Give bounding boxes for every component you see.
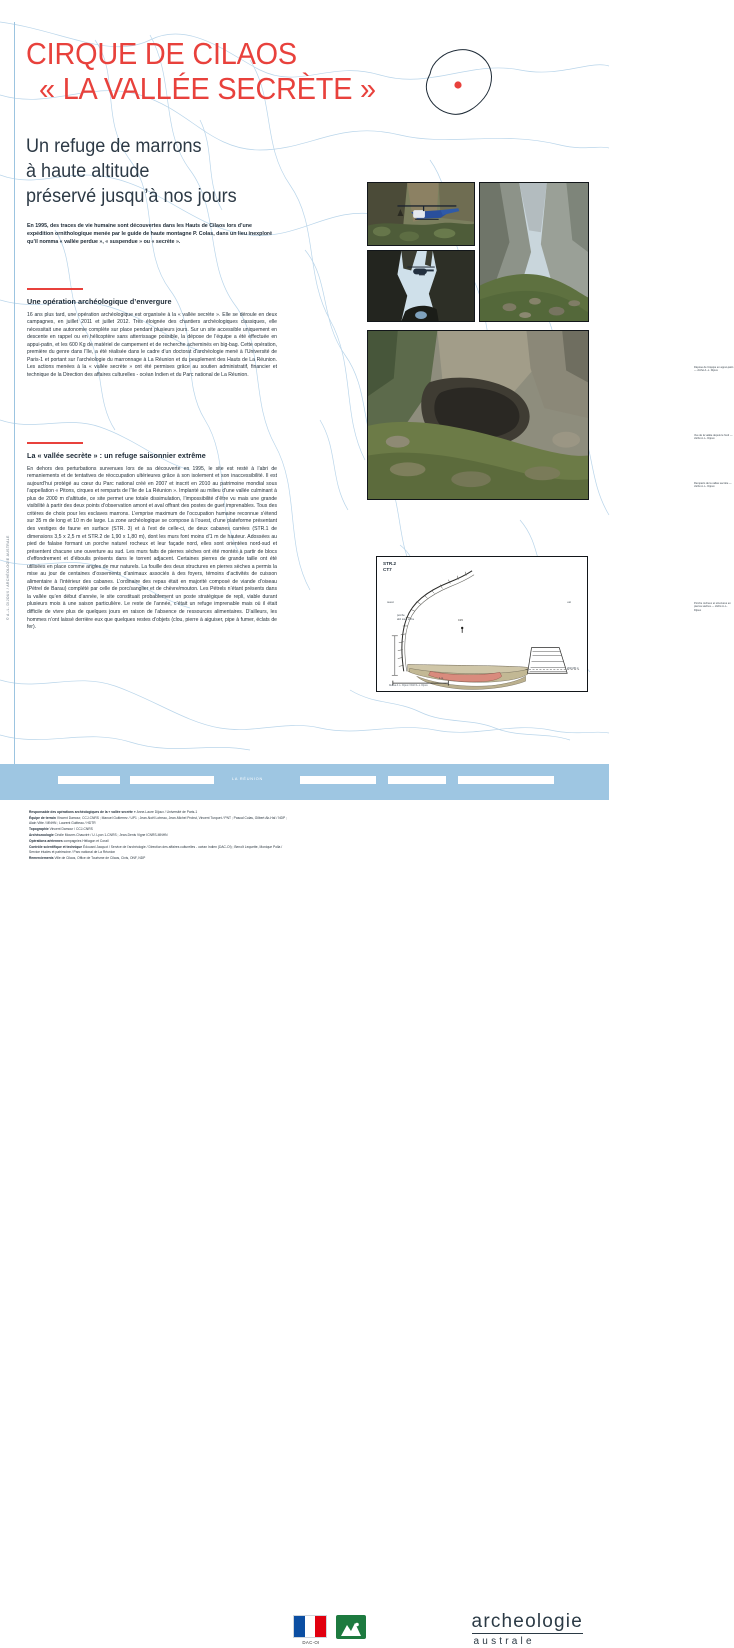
section-label-line-1: STR.2 — [383, 561, 397, 566]
title-line-2: « LA VALLÉE SECRÈTE » — [39, 71, 376, 106]
credit-value: Vincent Damour / CCJ-CNRS — [49, 827, 93, 832]
lede-paragraph: En 1995, des traces de vie humaine sont découvertes dans les Hauts de Cilaos lors d’une expédition ornithologique menée par le guide de haute montagne P. Colas, dans un lieu inexploré qu’il nomma « vallée perdue », « suspendue » ou « secrète ». — [27, 223, 273, 246]
band-label: LA RÉUNION — [232, 777, 263, 781]
credits-block — [29, 810, 287, 862]
credit-value: compagnies Héliagon et Corail — [63, 839, 109, 844]
site-marker — [454, 81, 461, 88]
section-label-line-2: CT7 — [383, 566, 392, 572]
page-title — [26, 36, 402, 106]
credit-label: Topographie — [29, 827, 49, 832]
subtitle-line-3: préservé jusqu’à nos jours — [26, 186, 237, 207]
article-operation-archeologique — [27, 288, 277, 380]
section-porch-label-1: porche — [397, 614, 405, 617]
subtitle-line-2: à haute altitude — [26, 161, 150, 182]
subtitle-line-1: Un refuge de marrons — [26, 136, 202, 157]
credit-row — [29, 845, 287, 855]
section-credit: Relevé A.-L. Dijoux / DAO A.-L. Dijoux — [389, 685, 428, 687]
brand-line-2: australe — [473, 1636, 535, 1647]
article-body: 16 ans plus tard, une opération archéologique est organisée à la « vallée secrète ». Elle se déroule en deux campagnes, en juillet 2011 et juillet 2012. Très éloignée des chantiers archéologiques classiques, elle nécessitait une autonomie complète sur place pendant plusieurs jours. Sur un site accessible uniquement en descente en rappel ou en hélicoptère sans atterrissage possible, la dépose de l’équipe a été effectuée en appui-patin, et les 600 Kg de matériel de campement et de recherche acheminés en big-bag. Cette opération, première du genre dans l’île, a été réalisée dans le cadre d’un doctorat d’archéologie mené à l’Université de Paris-1 et portant sur l’archéologie du marronnage à La Réunion et du peuplement des Hauts de La Réunion. Les actions menées à la « vallée secrète » ont été permises grâce au soutien administratif, financier et technique de la Direction des affaires culturelles - océan Indien et du Parc national de La Réunion. — [27, 311, 277, 378]
section-east-label: est — [567, 601, 571, 604]
section-graphic — [377, 557, 587, 691]
credit-value: Anne-Laure Dijoux / Université de Paris-1 — [136, 810, 198, 814]
section-altitude-label: 2013,80 m — [567, 667, 579, 670]
credit-label: Archéozoologie — [29, 833, 54, 838]
helicopter-landing-photo — [367, 182, 475, 246]
section-scale-label: 1 m — [439, 677, 444, 680]
reunion-island-locator-map — [412, 44, 502, 122]
section-label — [383, 561, 396, 572]
credit-label: Opérations aériennes — [29, 839, 63, 844]
french-flag-logo — [293, 1615, 327, 1638]
credit-label: Remerciements — [29, 856, 54, 861]
article-refuge-saisonnier — [27, 442, 277, 632]
brand-logo — [472, 1612, 583, 1648]
rock-shelter-photo — [367, 330, 589, 500]
article-rule — [27, 442, 83, 444]
article-body: En dehors des perturbations survenues lors de sa découverte en 1995, le site est resté à l’abri de remaniements et de tentatives de réoccupation ultérieures grâce à son isolement et son inaccessibilité. Il est aujourd’hui protégé au cœur du Parc national créé en 2007 et inscrit en 2010 au patrimoine mondial sous l’appellation « Pitons, cirques et remparts de l’île de La Réunion ». Implanté au milieu d’une vallée culminant à plus de 2000 m d’altitude, ce site permet une totale dissimulation, l’impossibilité d’être vu mais une grande visibilité à partir des deux points d’observation amont et aval offrant des postes de guet imprenables. Tous des critères de choix pour les esclaves marrons. L’emprise maximum de l’occupation humaine reconnue s’étend sur 35 m de long et 10 m de large. La zone archéologique se compose à l’ouest, d’une plateforme présentant des vestiges de faune en surface (STR. 3) et à l’est de celle-ci, de deux cabanes carrées (STR.1 de dimensions 3,5 x 2,5 m et STR.2 de 1,90 x 1,80 m), dont les murs font moins d’1 m de hauteur. Adossées au pied de falaise formant un porche naturel rocheux et leur façade nord, elles sont orientées nord-sud et présentent chacune une ouverture au sud. Les murs faits de pierres sèches ont été montés à partir de blocs d’effondrement et d’éboulis présents dans le torrent adjacent. Certaines pierres de grande taille ont été utilisées en place comme angles de mur naturels. La fouille des deux structures en pierres sèches a permis la mise au jour de centaines d’ossements d’animaux associés à des foyers, témoins d’activités de cuisson alimentaire à l’intérieur des cabanes. L’ordinaire des repas était en majorité composé de viande d’oiseau (Pétrel de Barau) complété par celle de porc/sanglier et de chèvre/mouton. Les Pétrels n’étant présents dans la vallée qu’en début d’année, le site constituait probablement un poste stratégique de repli, viable durant plusieurs mois à une saison particulière. Le reste de l’année, c’était un refuge imprenable mais où il était difficile de vivre plus de quelques jours en raison de l’absence de ressources alimentaires. D’ailleurs, les hommes n’ont laissé derrière eux que quelques restes d’objets (clou, pierre à aiguiser, pipe à fumer, éclats de fer). — [27, 465, 277, 631]
credit-row — [29, 856, 287, 861]
photo-caption: Dépose de l’équipe en appui-patin — cliché A.-L. Dijoux — [694, 366, 734, 373]
photo-caption: Vue de la vallée depuis le fond — cliché A.-L. Dijoux — [694, 434, 733, 441]
credit-label: Responsable des opérations archéologiques de la « vallée secrète » — [29, 810, 136, 814]
photo-caption: Remparts de la vallée secrète — cliché A.-L. Dijoux — [694, 482, 732, 489]
credit-label: Contrôle scientifique et technique — [29, 845, 83, 850]
bottom-band — [0, 764, 609, 800]
valley-walls-photo — [479, 182, 589, 322]
parc-peak-icon — [340, 1621, 362, 1637]
article-heading: La « vallée secrète » : un refuge saisonnier extrême — [27, 450, 206, 460]
section-porch-label-2: abri sous roche — [397, 618, 415, 621]
credit-value: Vincent Damour, CCJ-CNRS ; Manuel Guitierrez / UP1 ; Jean-Noël Lotreau, Jean-Michel Probst, Vincent Turquet / PNT ; Pascal Colas, Gilbert Ab-Haï / NDP ; Alain Vitte / MNHN ; Laurent Guitteau / HDTR — [29, 816, 287, 825]
parc-national-logo — [336, 1615, 366, 1639]
brand-rule — [472, 1633, 583, 1634]
article-heading: Une opération archéologique d’envergure — [27, 296, 172, 306]
credit-row — [29, 833, 287, 838]
credit-label: Équipe de terrain — [29, 816, 56, 821]
credit-row — [29, 827, 287, 832]
photo-caption: Porche rocheux et structures en pierres sèches — cliché A.-L. Dijoux — [694, 602, 731, 612]
section-west-label: ouest — [387, 601, 394, 604]
side-credit: © A.-L. DIJOUX / ARCHÉOLOGIE AUSTRALE — [6, 535, 10, 620]
page-subtitle — [26, 134, 237, 209]
title-line-1: CIRQUE DE CILAOS — [26, 36, 297, 71]
helicopter-gorge-photo — [367, 250, 475, 322]
credit-value: Cécile Mourer-Chauviré / U. Lyon 1-CNRS ; Jean-Denis Vigne ICNRS-MNHN — [54, 833, 168, 838]
footer — [0, 800, 609, 1647]
credit-value: Édouard Jacquot / Service de l’archéologie / Direction des affaires culturelles - océan Indien (DAC-OI) ; Benoît Lequette, Monique Polla / Service études et patrimoine / Parc national de La Réunion — [29, 845, 283, 855]
brand-line-1: archeologie — [471, 1611, 583, 1632]
credit-row — [29, 816, 287, 826]
credit-row — [29, 810, 287, 815]
article-rule — [27, 288, 83, 290]
dac-oi-label: DAC-OI — [302, 1640, 320, 1645]
stratigraphic-section-drawing — [376, 556, 588, 692]
section-point-label: C15 — [458, 619, 463, 622]
credit-row — [29, 839, 287, 844]
left-vertical-rule — [14, 22, 15, 799]
credit-value: Ville de Cilaos, Office de Tourisme de Cilaos, Civis, ONF, NDP — [54, 856, 146, 861]
